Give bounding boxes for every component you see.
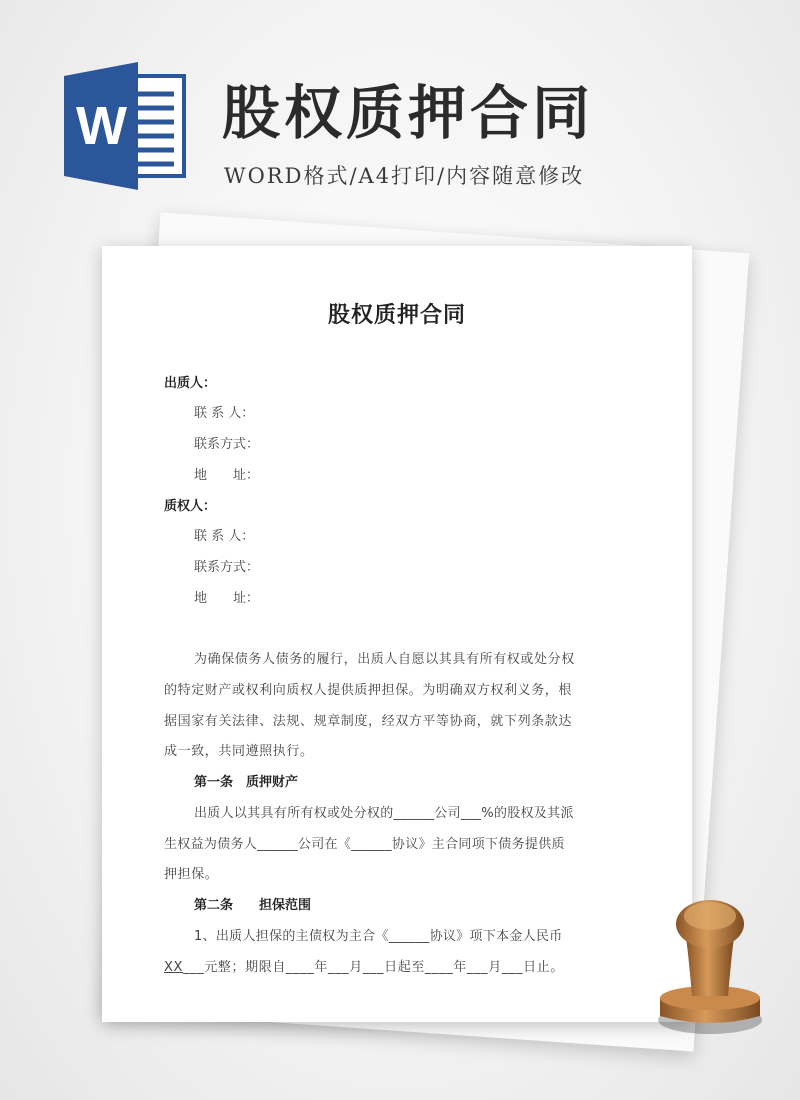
article1-heading: 第一条 质押财产: [194, 775, 299, 790]
article2-line: [164, 960, 564, 976]
pledgee-contact-label: 联 系 人：: [194, 529, 255, 544]
word-logo-letter: W: [76, 96, 127, 156]
pledgee-contact-method-label: 联系方式：: [194, 560, 260, 575]
article1-line: 生权益为债务人______公司在《______协议》主合同项下债务提供质: [164, 837, 565, 852]
pledgee-address-label: 地 址：: [194, 591, 260, 606]
amount-value: XX: [164, 960, 184, 975]
pledgor-address-label: 地 址：: [194, 468, 260, 483]
page-subtitle: WORD格式/A4打印/内容随意修改: [224, 164, 585, 188]
page-title: 股权质押合同: [222, 79, 595, 147]
article1-line: 押担保。: [164, 867, 219, 882]
pledgor-contact-method-label: 联系方式：: [194, 437, 260, 452]
word-logo-icon: [62, 62, 192, 190]
intro-line: 成一致，共同遵照执行。: [164, 744, 314, 759]
pledgee-label: 质权人：: [164, 499, 217, 514]
article2-line-rest: ___元整；期限自____年___月___日起至____年___月___日止。: [183, 960, 564, 975]
article2-heading: 第二条 担保范围: [194, 898, 312, 913]
document-page: [102, 246, 692, 1022]
intro-line: 据国家有关法律、法规、规章制度，经双方平等协商，就下列条款达: [164, 714, 573, 729]
document-title: 股权质押合同: [327, 302, 466, 328]
article2-line: 1、出质人担保的主债权为主合《______协议》项下本金人民币: [194, 929, 563, 944]
pledgor-contact-label: 联 系 人：: [194, 406, 255, 421]
intro-line: 的特定财产或权利向质权人提供质押担保。为明确双方权利义务，根: [164, 683, 573, 698]
pledgor-label: 出质人：: [164, 376, 217, 391]
intro-line: 为确保债务人债务的履行，出质人自愿以其具有所有权或处分权: [194, 652, 575, 667]
article1-line: 出质人以其具有所有权或处分权的______公司___%的股权及其派: [194, 806, 574, 821]
wooden-stamp-icon: [650, 880, 770, 1040]
